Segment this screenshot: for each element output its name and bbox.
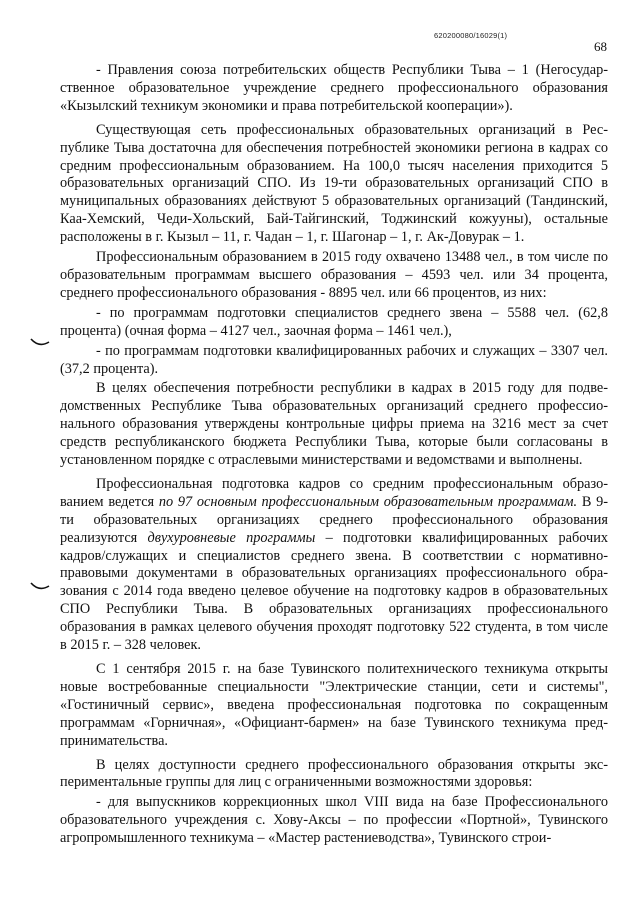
paragraph: С 1 сентября 2015 г. на базе Тувинского политехнического техникума открыты новые востребованные специальности "Электрические станции, сети и системы", «Гостиничный сервис», введена профессиональная подготовка по сокращенным программам «Горничная», «Официант-бармен» на базе Тувинского техникума предпринимательства. [60,661,608,749]
document-id: 620200080/16029(1) [434,31,508,40]
margin-check-mark [30,580,50,592]
paragraph-text: В 9-ти образовательных организациях среднего профессионального образования реализуются [60,493,608,546]
list-item: - по программам подготовки специалистов среднего звена – 5588 чел. (62,8 процента) (очная форма – 4127 чел., заочная форма – 1461 чел.), [60,304,608,339]
document-body [60,62,608,850]
paragraph: Существующая сеть профессиональных образовательных организаций в Республике Тыва достаточна для обеспечения потребностей экономики региона в кадрах со средним профессиональным образованием. На 100,0 тысяч населения приходится 5 образовательных организаций СПО. Из 19-ти образовательных организаций СПО в муниципальных образованиях действуют 5 образовательных организаций (Тандинский, Каа-Хемский, Чеди-Хольский, Бай-Тайгинский, Тоджинский кожууны), остальные расположены в г. Кызыл – 11, г. Чадан – 1, г. Шагонар – 1, г. Ак-Довурак – 1. [60,121,608,246]
paragraph: Профессиональным образованием в 2015 году охвачено 13488 чел., в том числе по образовательным программам высшего образования – 4593 чел. или 34 процента, среднего профессионального образования - 8895 чел. или 66 процентов, из них: [60,249,608,301]
page-number: 68 [594,39,607,54]
paragraph: - Правления союза потребительских обществ Республики Тыва – 1 (Негосударственное образовательное учреждение среднего профессионального образования «Кызылский техникум экономики и права потребительской кооперации»). [60,62,608,114]
paragraph: В целях доступности среднего профессионального образования открыты экспериментальные группы для лиц с ограниченными возможностями здоровья: [60,756,608,791]
paragraph-text: – подготовки квалифицированных рабочих кадров/служащих и специалистов среднего звена. В соответствии с нормативно-правовыми документами в образовательных организациях профессионального образования с 2014 года введено целевое обучение на подготовку кадров в образовательных СПО Республики Тыва. В образовательных организациях профессионального образования в рамках целевого обучения проходят подготовку 522 студента, в том числе в 2015 г. – 328 человек. [60,529,608,654]
margin-check-mark [30,336,50,348]
list-item: - для выпускников коррекционных школ VIII вида на базе Профессионального образовательного учреждения с. Хову-Аксы – по профессии «Портной», Тувинского агропромышленного техникума – «Мастер растениеводства», Тувинского строи- [60,794,608,847]
paragraph: В целях обеспечения потребности республики в кадрах в 2015 году для подведомственных Республике Тыва образовательных организаций среднего профессионального образования утверждены контрольные цифры приема на 3216 мест за счет средств республиканского бюджета Республики Тыва, которые были согласованы в установленном порядке с отраслевыми министерствами и ведомствами и выполнены. [60,380,608,469]
emphasis-text: двухуровневые программы [147,529,316,546]
emphasis-text: по 97 основным профессиональным образовательным программам. [158,493,578,510]
list-item: - по программам подготовки квалифицированных рабочих и служащих – 3307 чел. (37,2 процента). [60,342,608,377]
paragraph [60,476,608,655]
paragraph-text: Профессиональная подготовка кадров со средним профессиональным образованием ведется [60,475,608,510]
